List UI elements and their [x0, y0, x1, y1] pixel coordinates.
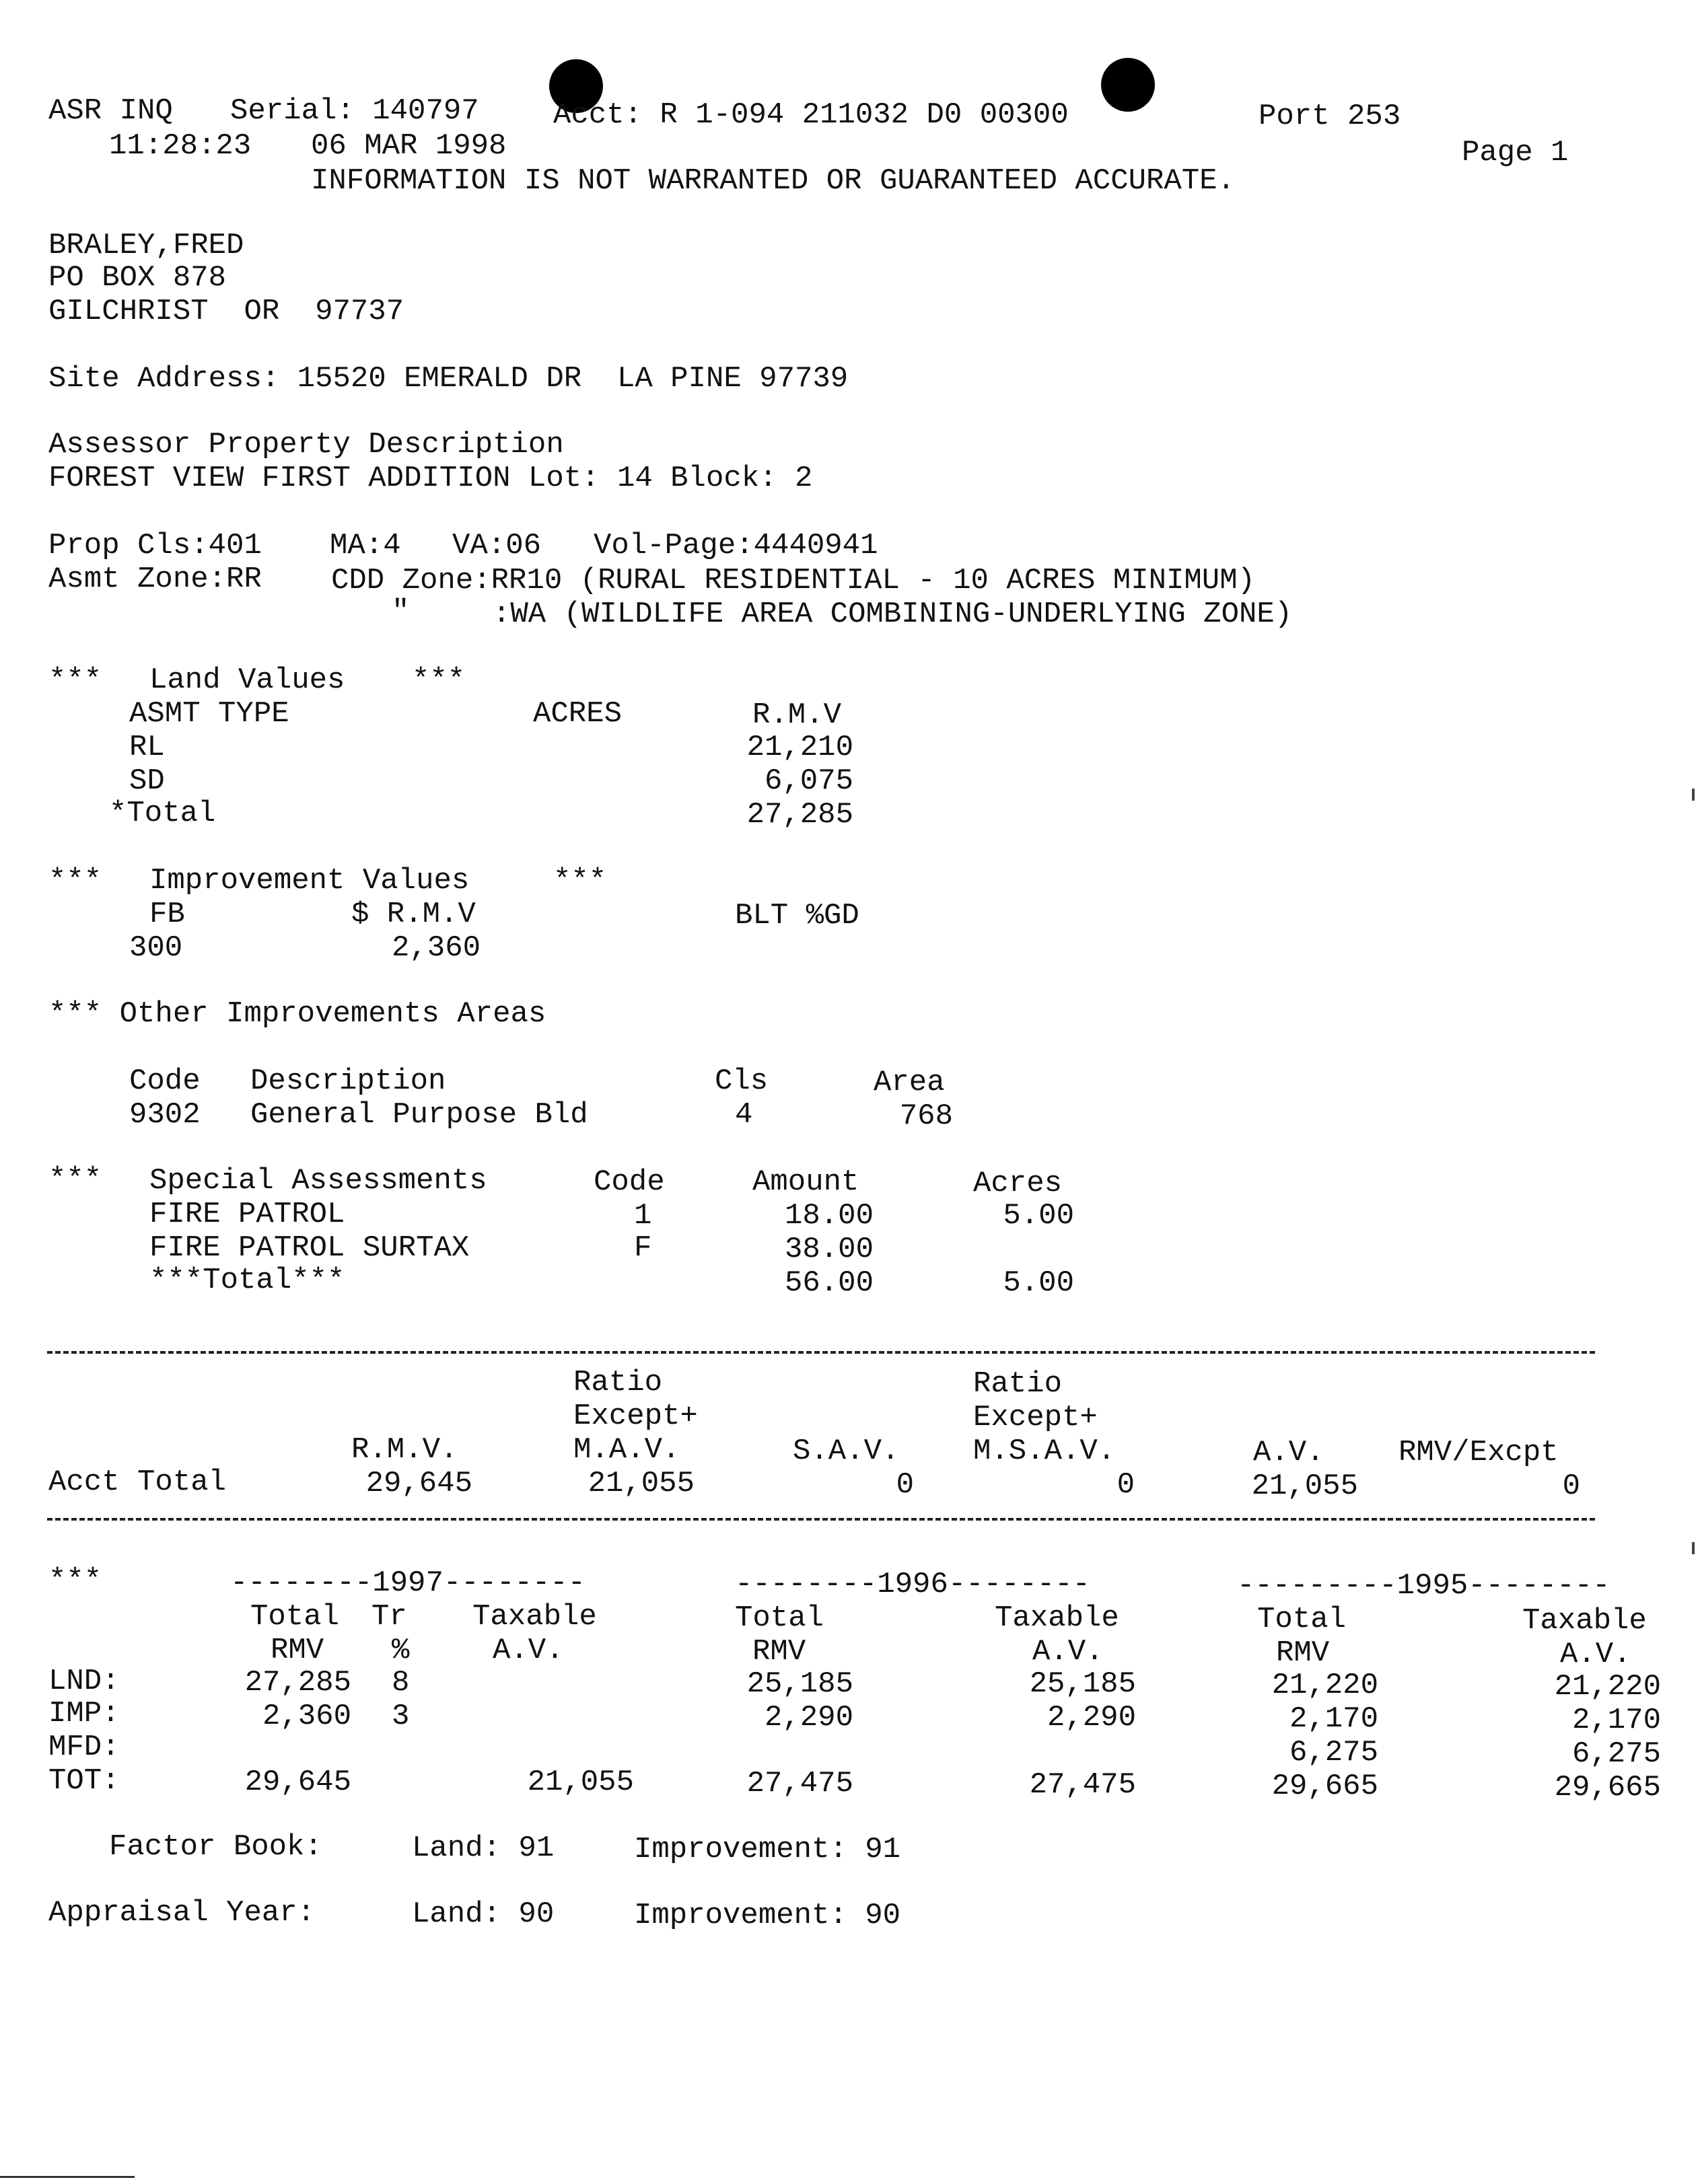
year-1996-header: --------1996-------- [735, 1568, 1091, 1601]
land-values-title: Land Values [149, 663, 345, 697]
other-header-cls: Cls [715, 1064, 769, 1098]
history-row-label: IMP: [48, 1697, 120, 1731]
ratio-label-msav: Ratio [973, 1367, 1063, 1401]
serial-number: Serial: 140797 [230, 94, 479, 128]
special-total-acres: 5.00 [1003, 1266, 1074, 1300]
history-1996-total-rmv: 25,185 [746, 1667, 853, 1701]
improvement-stars-left: *** [48, 864, 102, 898]
history-1995-taxable-av: 6,275 [1571, 1737, 1661, 1771]
improvement-stars-right: *** [553, 864, 607, 898]
history-1995-total-rmv: 21,220 [1271, 1669, 1378, 1702]
history-1996-total-rmv: 27,475 [746, 1767, 853, 1800]
scan-edge-mark [1692, 1542, 1695, 1554]
history-row-label: LND: [48, 1665, 120, 1698]
punch-hole-right [1101, 58, 1155, 112]
asr-inq-label: ASR INQ [48, 94, 173, 128]
except-label-mav: Except+ [573, 1399, 698, 1433]
land-total-rmv: 27,285 [746, 798, 853, 832]
factor-book-land: Land: 91 [412, 1831, 555, 1865]
land-header-acres: ACRES [533, 697, 623, 731]
h1997-taxable-header: Taxable [472, 1600, 597, 1634]
prop-class: Prop Cls:401 [48, 529, 262, 562]
h1997-rmv-header: RMV [271, 1634, 324, 1667]
account-number: Acct: R 1-094 211032 D0 00300 [553, 98, 1069, 132]
other-header-description: Description [250, 1064, 446, 1098]
h1997-tr-header: Tr [371, 1600, 407, 1634]
acct-header-mav: M.A.V. [573, 1433, 680, 1467]
improvement-values-title: Improvement Values [149, 864, 470, 898]
h1995-av-header: A.V. [1560, 1638, 1631, 1671]
appraisal-year-improvement: Improvement: 90 [634, 1899, 901, 1932]
year-1995-header: ---------1995-------- [1237, 1569, 1610, 1603]
report-time: 11:28:23 [109, 129, 252, 163]
history-1995-total-rmv: 29,665 [1271, 1770, 1378, 1803]
property-legal-description: FOREST VIEW FIRST ADDITION Lot: 14 Block: 2 [48, 462, 813, 495]
history-row-label: MFD: [48, 1731, 120, 1764]
special-row-code: F [634, 1231, 652, 1265]
acct-total-rmv: 29,645 [365, 1467, 472, 1500]
acct-total-mav: 21,055 [588, 1467, 695, 1500]
ditto-mark: " [392, 595, 410, 628]
improvement-header-rmv: $ R.M.V [351, 898, 476, 931]
improvement-rmv-value: 2,360 [392, 931, 481, 965]
history-1995-taxable-av: 21,220 [1554, 1670, 1661, 1704]
history-1997-total-rmv: 29,645 [244, 1766, 351, 1799]
special-header-name: Special Assessments [149, 1164, 487, 1198]
land-values-stars-right: *** [412, 663, 466, 697]
land-row-rmv: 6,075 [764, 764, 853, 798]
history-1997-taxable-av: 21,055 [527, 1766, 634, 1799]
appraisal-year-label: Appraisal Year: [48, 1896, 316, 1930]
special-row-amount: 38.00 [784, 1233, 874, 1266]
other-header-code: Code [129, 1064, 201, 1098]
history-1997-tr: 3 [392, 1700, 410, 1733]
owner-name: BRALEY,FRED [48, 229, 244, 262]
acct-total-msav: 0 [1117, 1468, 1135, 1502]
history-1997-tr: 8 [392, 1666, 410, 1700]
factor-book-label: Factor Book: [109, 1830, 322, 1864]
other-code-value: 9302 [129, 1098, 201, 1132]
owner-city-state-zip: GILCHRIST OR 97737 [48, 295, 404, 328]
land-row-rmv: 21,210 [746, 731, 853, 764]
wa-zone: :WA (WILDLIFE AREA COMBINING-UNDERLYING ZONE) [493, 597, 1293, 631]
special-row-acres: 5.00 [1003, 1199, 1074, 1233]
asmt-zone: Asmt Zone:RR [48, 562, 262, 596]
history-1995-total-rmv: 6,275 [1289, 1736, 1378, 1770]
factor-book-improvement: Improvement: 91 [634, 1833, 901, 1866]
improvement-header-fb: FB [149, 898, 185, 931]
assessor-heading: Assessor Property Description [48, 428, 564, 462]
history-1995-taxable-av: 2,170 [1571, 1704, 1661, 1737]
ma-code: MA:4 [330, 529, 401, 562]
special-total-amount: 56.00 [784, 1266, 874, 1300]
acct-total-av: 21,055 [1251, 1469, 1358, 1503]
scan-edge-mark [1692, 789, 1695, 801]
history-1996-taxable-av: 25,185 [1029, 1667, 1136, 1701]
special-assessments-stars: *** [48, 1163, 102, 1196]
history-row-label: TOT: [48, 1764, 120, 1798]
land-header-asmt-type: ASMT TYPE [129, 697, 289, 731]
dashed-separator [47, 1351, 1595, 1354]
dashed-separator [47, 1518, 1595, 1521]
history-1995-taxable-av: 29,665 [1554, 1771, 1661, 1805]
h1995-total-header: Total [1257, 1603, 1347, 1636]
cdd-zone: CDD Zone:RR10 (RURAL RESIDENTIAL - 10 ACRES MINIMUM) [331, 564, 1256, 597]
acct-total-rmv-excpt: 0 [1562, 1469, 1580, 1503]
acct-header-rmv: R.M.V. [351, 1433, 458, 1467]
except-label-msav: Except+ [973, 1401, 1098, 1434]
h1996-rmv-header: RMV [752, 1635, 806, 1669]
ratio-label-mav: Ratio [573, 1366, 663, 1399]
acct-header-sav: S.A.V. [793, 1434, 900, 1468]
land-values-stars-left: *** [48, 663, 102, 697]
special-header-amount: Amount [752, 1165, 859, 1199]
h1997-av-header: A.V. [493, 1634, 564, 1667]
other-header-area: Area [874, 1066, 945, 1099]
vol-page: Vol-Page:4440941 [594, 529, 878, 562]
improvement-header-blt-gd: BLT %GD [735, 899, 859, 933]
h1995-rmv-header: RMV [1276, 1636, 1330, 1670]
page-number: Page 1 [1462, 136, 1569, 170]
history-1996-total-rmv: 2,290 [764, 1701, 853, 1735]
acct-total-label: Acct Total [48, 1465, 227, 1499]
other-area-value: 768 [899, 1099, 953, 1133]
acct-header-av: A.V. [1253, 1436, 1324, 1469]
acct-header-msav: M.S.A.V. [973, 1434, 1116, 1468]
va-code: VA:06 [452, 529, 542, 562]
land-total-label: *Total [109, 797, 216, 830]
land-row-type: SD [129, 764, 165, 798]
acct-header-rmv-excpt: RMV/Excpt [1398, 1436, 1559, 1469]
other-description-value: General Purpose Bld [250, 1098, 588, 1132]
special-total-label: ***Total*** [149, 1264, 345, 1297]
history-1997-total-rmv: 2,360 [262, 1700, 351, 1733]
special-header-acres: Acres [973, 1167, 1063, 1200]
report-date: 06 MAR 1998 [311, 129, 507, 163]
history-stars: *** [48, 1564, 102, 1597]
h1995-taxable-header: Taxable [1522, 1604, 1647, 1638]
history-1995-total-rmv: 2,170 [1289, 1702, 1378, 1736]
h1997-total-header: Total [250, 1600, 340, 1634]
acct-total-sav: 0 [896, 1468, 914, 1502]
h1996-av-header: A.V. [1032, 1635, 1104, 1669]
land-header-rmv: R.M.V [752, 698, 842, 732]
other-improvements-title: *** Other Improvements Areas [48, 997, 546, 1031]
special-row-name: FIRE PATROL SURTAX [149, 1231, 470, 1265]
land-row-type: RL [129, 731, 165, 764]
year-1997-header: --------1997-------- [230, 1566, 586, 1600]
history-1996-taxable-av: 2,290 [1047, 1701, 1136, 1735]
special-row-name: FIRE PATROL [149, 1198, 345, 1231]
special-row-code: 1 [634, 1199, 652, 1233]
disclaimer: INFORMATION IS NOT WARRANTED OR GUARANTEED ACCURATE. [311, 164, 1236, 198]
port-number: Port 253 [1259, 100, 1401, 133]
history-1997-total-rmv: 27,285 [244, 1666, 351, 1700]
history-1996-taxable-av: 27,475 [1029, 1768, 1136, 1802]
h1996-taxable-header: Taxable [995, 1601, 1119, 1635]
scan-bottom-mark [0, 2176, 135, 2178]
site-address: Site Address: 15520 EMERALD DR LA PINE 97739 [48, 362, 849, 396]
other-cls-value: 4 [735, 1098, 753, 1132]
special-header-code: Code [594, 1165, 665, 1199]
h1996-total-header: Total [735, 1601, 824, 1635]
appraisal-year-land: Land: 90 [412, 1897, 555, 1931]
special-row-amount: 18.00 [784, 1199, 874, 1233]
improvement-fb-value: 300 [129, 931, 183, 965]
owner-address: PO BOX 878 [48, 261, 227, 295]
h1997-pct-header: % [392, 1634, 410, 1667]
